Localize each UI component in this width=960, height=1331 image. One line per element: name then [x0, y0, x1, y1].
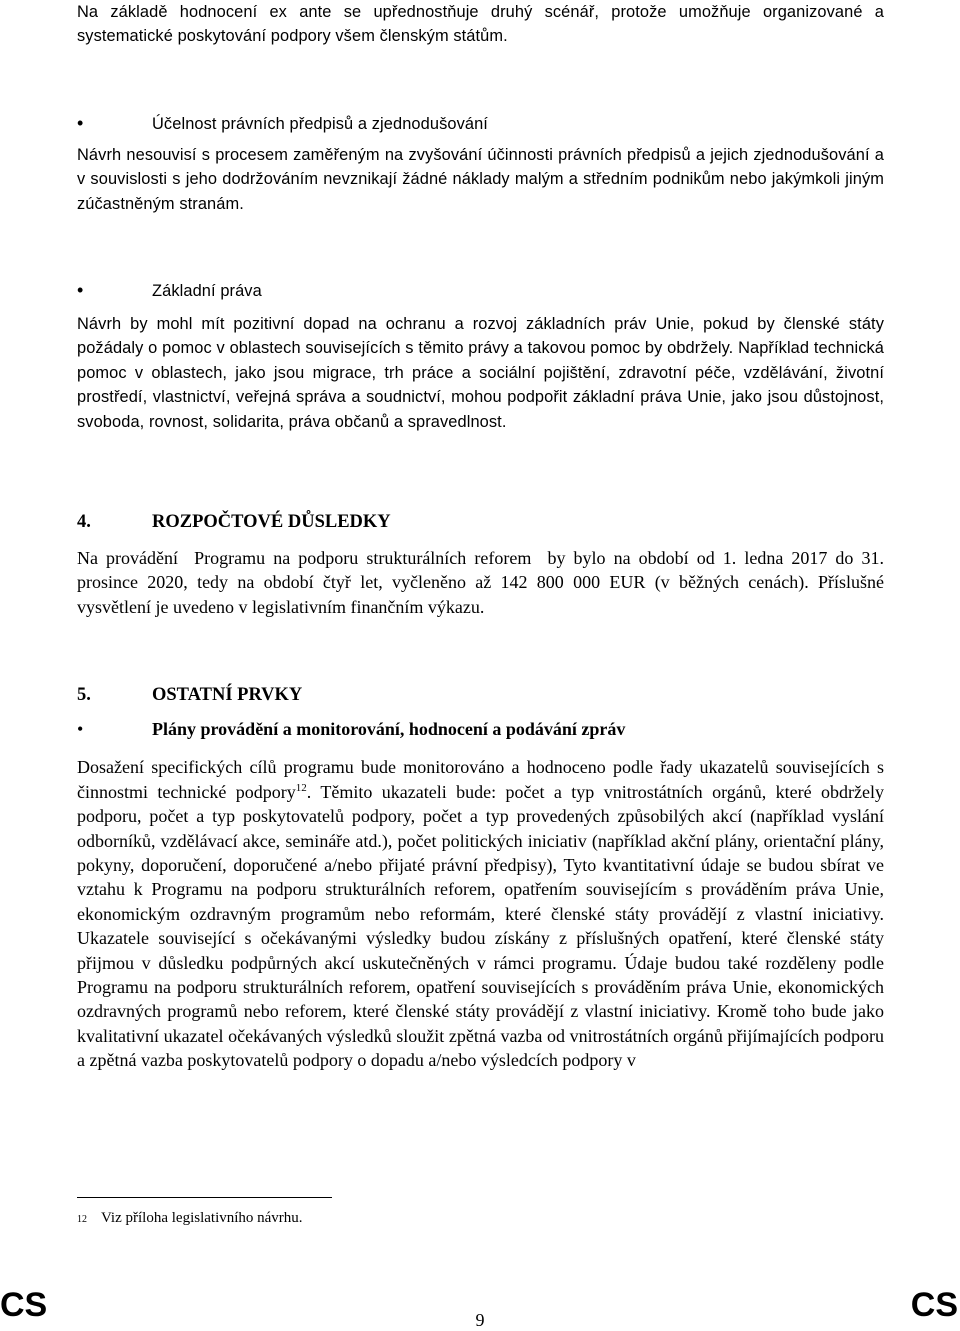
- efficiency-heading: [77, 111, 884, 135]
- page-number: 9: [475, 1310, 485, 1330]
- fundamental-rights-paragraph: Návrh by mohl mít pozitivní dopad na ochranu a rozvoj základních práv Unie, pokud by členské státy požádaly o pomoc v oblastech souvisejících s těmito právy a takovou pomoc by obdržely. Například technická pomoc v oblastech, jako jsou migrace, trh práce a sociální pojištění, zdravotní péče, vzdělávání, životní prostředí, vlastnictví, veřejná správa a soudnictví, mohou podpořit základní práva Unie, jako jsou důstojnost, svoboda, rovnost, solidarita, práva občanů a spravedlnost.: [77, 315, 884, 431]
- section-4-title: ROZPOČTOVÉ DŮSLEDKY: [152, 512, 391, 533]
- language-code-left: CS: [0, 1286, 48, 1324]
- section-5-text-part1: Dosažení specifických cílů programu bude monitorováno a hodnoceno podle řady ukazatelů souvisejících s činnostmi technické podpory: [77, 757, 884, 802]
- section-5-number: 5.: [77, 685, 91, 706]
- section-4-paragraph: Na provádění Programu na podporu strukturálních reforem by bylo na období od 1. ledna 2017 do 31. prosince 2020, tedy na období čtyř let, vyčleněno až 142 800 000 EUR (v běžných cenách). Příslušné vysvětlení je uvedeno v legislativním finančním výkazu.: [77, 548, 889, 617]
- footnote-reference[interactable]: 12: [295, 781, 307, 794]
- fundamental-rights-title: Základní práva: [152, 282, 262, 301]
- bullet-icon: •: [77, 112, 84, 133]
- page-body: [77, 0, 889, 1073]
- section-4-number: 4.: [77, 512, 91, 533]
- section-5-title: OSTATNÍ PRVKY: [152, 685, 303, 706]
- section-5-text-part2: . Těmito ukazateli bude: počet a typ vnitrostátních orgánů, které obdržely podporu, počet a typ poskytovatelů podpory, počet a typ provedených způsobilých akcí (například vyslání odborníků, vzdělávací akce, semináře atd.), počet politických iniciativ (například akční plány, orientační plány, pokyny, doporučení, doporučené a/nebo přijaté právní předpisy), Tyto kvantitativní údaje se budou sbírat ve vztahu k Programu na podporu strukturálních reforem, opatřením souvisejícím s prováděním práva Unie, ekonomickým ozdravným programům nebo reformám, které členské státy provádějí z vlastní iniciativy. Ukazatele související s očekávanými výsledky budou získány z příslušných opatření, které členské státy přijmou v důsledku podpůrných akcí uskutečněných v rámci programu. Údaje budou také rozděleny podle Programu na podporu strukturálních reforem, opatření souvisejících s prováděním práva Unie, ekonomických ozdravných programů nebo reforem, které členské státy provádějí z vlastní iniciativy. Kromě toho bude jako kvalitativní ukazatel očekávaných výsledků sloužit zpětná vazba od vnitrostátních orgánů přijímajících podporu a zpětná vazba poskytovatelů podpory o dopadu a/nebo výsledcích podpory v: [77, 781, 884, 1071]
- efficiency-title: Účelnost právních předpisů a zjednodušování: [152, 114, 488, 133]
- intro-paragraph: Na základě hodnocení ex ante se upřednostňuje druhý scénář, protože umožňuje organizované a systematické poskytování podpory všem členským státům.: [77, 3, 884, 46]
- section-5-subtitle: Plány provádění a monitorování, hodnocení a podávání zpráv: [152, 719, 626, 740]
- efficiency-paragraph: Návrh nesouvisí s procesem zaměřeným na zvyšování účinnosti právních předpisů a jejich zjednodušování a v souvislosti s jeho dodržováním nevznikají žádné náklady malým a středním podnikům nebo jakýmkoli jiným zúčastněným stranám.: [77, 145, 884, 213]
- language-code-right: CS: [910, 1286, 958, 1324]
- section-5-heading: [77, 683, 884, 707]
- footnote-text: Viz příloha legislativního návrhu.: [101, 1210, 303, 1226]
- bullet-icon: •: [77, 719, 84, 740]
- footnote-divider: [77, 1197, 332, 1198]
- section-4-heading: [77, 510, 884, 534]
- footnote-number: 12: [77, 1214, 87, 1225]
- bullet-icon: •: [77, 280, 84, 301]
- fundamental-rights-heading: [77, 278, 884, 302]
- section-5-subheading: [77, 717, 884, 741]
- footnote: [77, 1208, 303, 1230]
- section-5-paragraph: [77, 755, 884, 1072]
